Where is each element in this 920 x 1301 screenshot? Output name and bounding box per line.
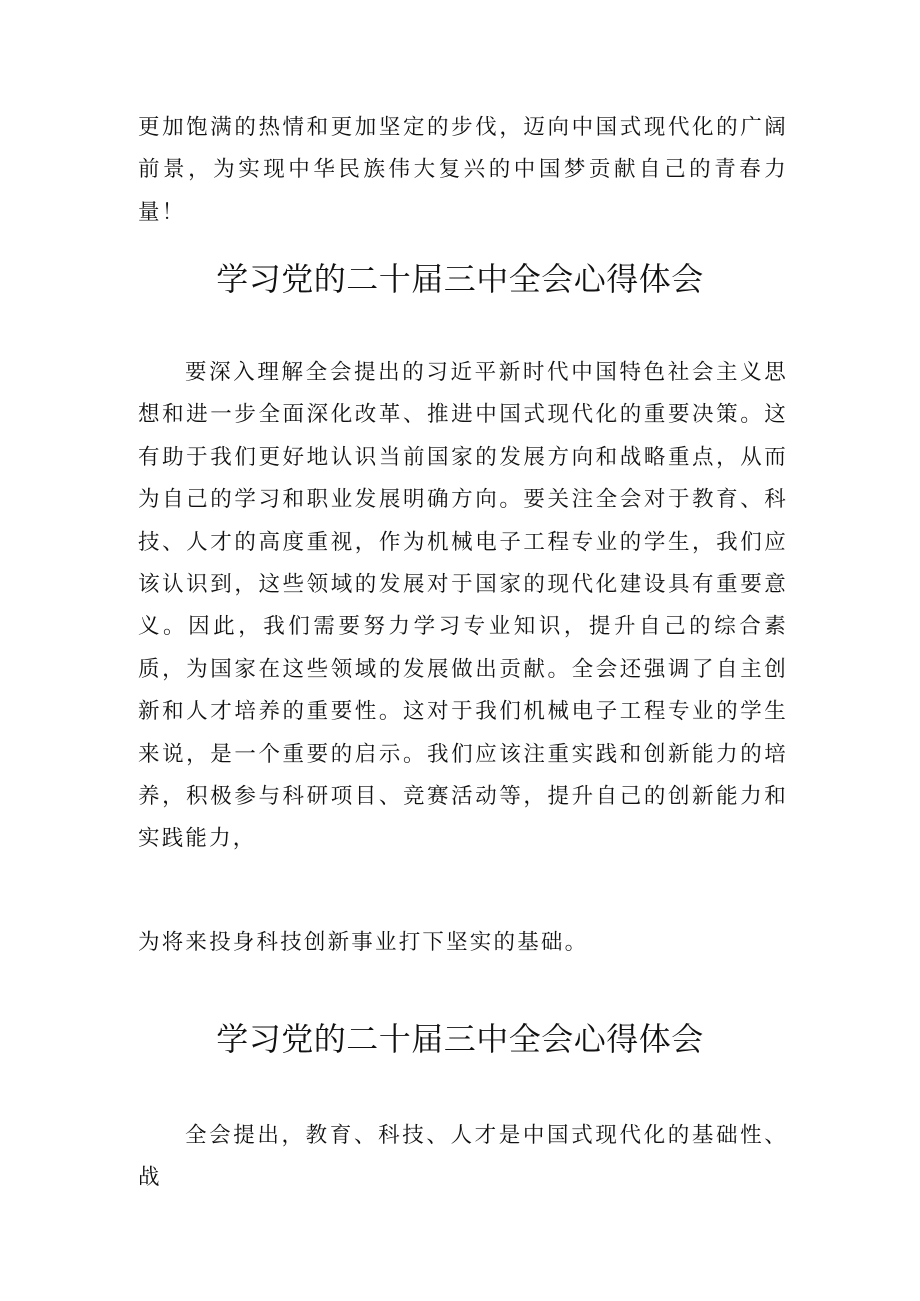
section-1-closing-line: 为将来投身科技创新事业打下坚实的基础。 (138, 930, 589, 955)
section-1-title: 学习党的二十届三中全会心得体会 (216, 260, 704, 298)
section-2-title: 学习党的二十届三中全会心得体会 (216, 1020, 704, 1058)
section-1-paragraph: 要深入理解全会提出的习近平新时代中国特色社会主义思想和进一步全面深化改革、推进中国式现代化的重要决策。这有助于我们更好地认识当前国家的发展方向和战略重点，从而为自己的学习和职业发展明确方向。要关注全会对于教育、科技、人才的高度重视，作为机械电子工程专业的学生，我们应该认识到，这些领域的发展对于国家的现代化建设具有重要意义。因此，我们需要努力学习专业知识，提升自己的综合素质，为国家在这些领域的发展做出贡献。全会还强调了自主创新和人才培养的重要性。这对于我们机械电子工程专业的学生来说，是一个重要的启示。我们应该注重实践和创新能力的培养，积极参与科研项目、竞赛活动等，提升自己的创新能力和实践能力， (138, 360, 788, 852)
section-2-paragraph: 全会提出，教育、科技、人才是中国式现代化的基础性、战 (138, 1123, 788, 1191)
intro-paragraph: 更加饱满的热情和更加坚定的步伐，迈向中国式现代化的广阔前景，为实现中华民族伟大复兴的中国梦贡献自己的青春力量！ (138, 115, 788, 225)
